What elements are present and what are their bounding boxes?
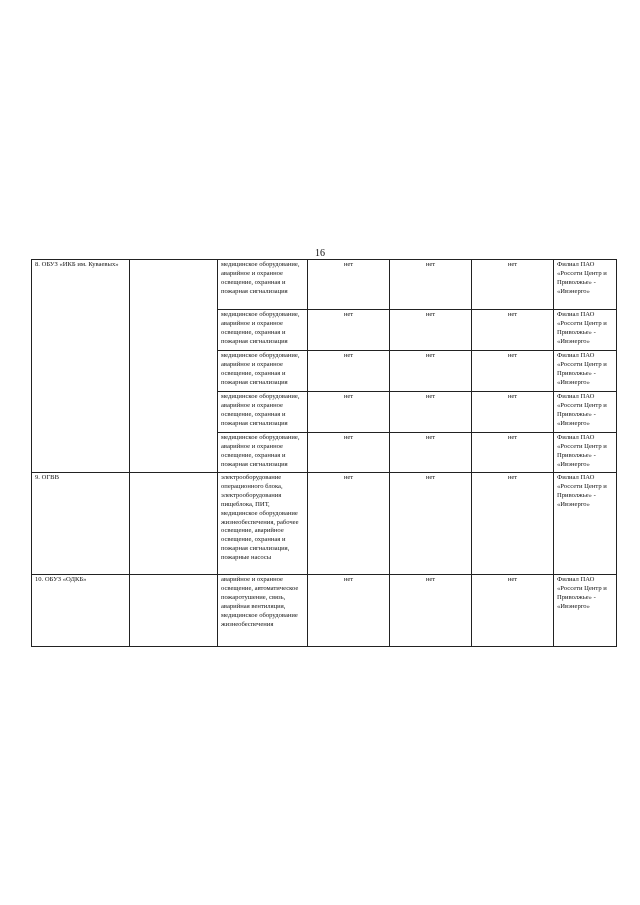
value-cell: нет bbox=[390, 310, 472, 351]
equipment-cell: аварийное и охранное освещение, автоматическое пожаротушение, связь, аварийная вентиляция, медицинское оборудование жизнеобеспечения bbox=[218, 575, 308, 647]
value-cell: нет bbox=[308, 392, 390, 433]
equipment-cell: электрооборудование операционного блока, электрооборудования пищеблока, ПИТ, медицинское оборудование жизнеобеспечения, рабочее освещение, аварийное освещение, охранная и пожарная сигнализация, пожарные насосы bbox=[218, 473, 308, 575]
supplier-cell: Филиал ПАО «Россети Центр и Приволжье» - «Ивэнерго» bbox=[554, 433, 617, 473]
equipment-cell: медицинское оборудование, аварийное и охранное освещение, охранная и пожарная сигнализация bbox=[218, 260, 308, 310]
value-cell: нет bbox=[472, 433, 554, 473]
value-cell: нет bbox=[308, 310, 390, 351]
table-row bbox=[32, 575, 617, 647]
equipment-cell: медицинское оборудование, аварийное и охранное освещение, охранная и пожарная сигнализация bbox=[218, 351, 308, 392]
supplier-cell: Филиал ПАО «Россети Центр и Приволжье» - «Ивэнерго» bbox=[554, 310, 617, 351]
value-cell: нет bbox=[390, 433, 472, 473]
org-cell: 9. ОГВВ bbox=[32, 473, 130, 575]
value-cell: нет bbox=[472, 473, 554, 575]
supplier-cell: Филиал ПАО «Россети Центр и Приволжье» - «Ивэнерго» bbox=[554, 260, 617, 310]
equipment-cell: медицинское оборудование, аварийное и охранное освещение, охранная и пожарная сигнализация bbox=[218, 392, 308, 433]
value-cell: нет bbox=[308, 260, 390, 310]
value-cell: нет bbox=[308, 575, 390, 647]
value-cell: нет bbox=[390, 473, 472, 575]
hospitals-power-table bbox=[31, 259, 617, 647]
empty-cell bbox=[130, 260, 218, 473]
value-cell: нет bbox=[472, 575, 554, 647]
table-row bbox=[32, 260, 617, 310]
page-number: 16 bbox=[315, 248, 325, 259]
supplier-cell: Филиал ПАО «Россети Центр и Приволжье» - «Ивэнерго» bbox=[554, 392, 617, 433]
value-cell: нет bbox=[308, 433, 390, 473]
empty-cell bbox=[130, 575, 218, 647]
value-cell: нет bbox=[390, 392, 472, 433]
org-cell: 10. ОБУЗ «ОДКБ» bbox=[32, 575, 130, 647]
value-cell: нет bbox=[308, 351, 390, 392]
supplier-cell: Филиал ПАО «Россети Центр и Приволжье» - «Ивэнерго» bbox=[554, 575, 617, 647]
table-row bbox=[32, 473, 617, 575]
value-cell: нет bbox=[472, 310, 554, 351]
supplier-cell: Филиал ПАО «Россети Центр и Приволжье» - «Ивэнерго» bbox=[554, 473, 617, 575]
supplier-cell: Филиал ПАО «Россети Центр и Приволжье» - «Ивэнерго» bbox=[554, 351, 617, 392]
empty-cell bbox=[130, 473, 218, 575]
value-cell: нет bbox=[472, 392, 554, 433]
equipment-cell: медицинское оборудование, аварийное и охранное освещение, охранная и пожарная сигнализация bbox=[218, 310, 308, 351]
equipment-cell: медицинское оборудование, аварийное и охранное освещение, охранная и пожарная сигнализация bbox=[218, 433, 308, 473]
value-cell: нет bbox=[308, 473, 390, 575]
value-cell: нет bbox=[390, 260, 472, 310]
value-cell: нет bbox=[390, 575, 472, 647]
value-cell: нет bbox=[472, 351, 554, 392]
value-cell: нет bbox=[390, 351, 472, 392]
value-cell: нет bbox=[472, 260, 554, 310]
org-cell: 8. ОБУЗ «ИКБ им. Куваевых» bbox=[32, 260, 130, 473]
